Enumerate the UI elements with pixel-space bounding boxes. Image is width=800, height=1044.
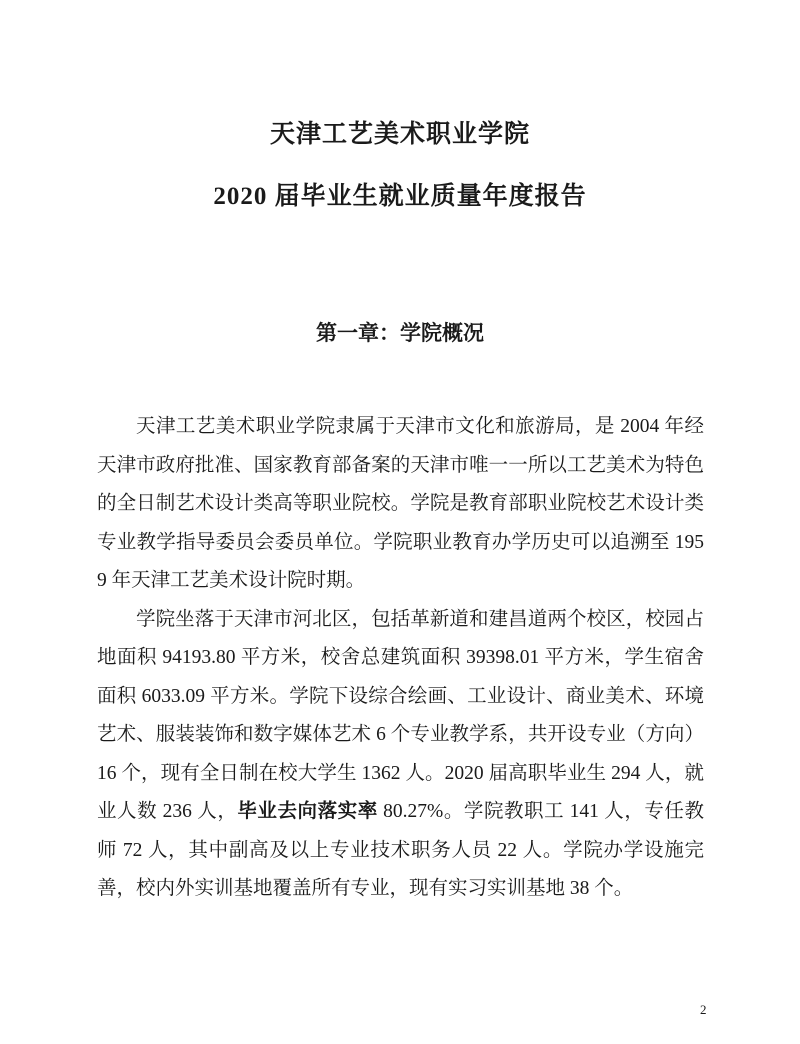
paragraph-2-segment-2: 80.27%。学院教职工 141 人，专任教师 72 人，其中副高及以上专业技术职务人员 22 人。学院办学设施完善，校内外实训基地覆盖所有专业，现有实习实训基地 38 个。	[97, 801, 704, 899]
document-title: 天津工艺美术职业学院	[269, 121, 530, 148]
body-text	[97, 408, 704, 909]
chapter-heading: 第一章：学院概况	[316, 321, 484, 345]
paragraph-1-text: 天津工艺美术职业学院隶属于天津市文化和旅游局，是 2004 年经天津市政府批准、国家教育部备案的天津市唯一一所以工艺美术为特色的全日制艺术设计类高等职业院校。学院是教育部职业院校艺术设计类专业教学指导委员会委员单位。学院职业教育办学历史可以追溯至 1959 年天津工艺美术设计院时期。	[97, 416, 704, 591]
page-number: 2	[700, 1002, 707, 1017]
document-subtitle: 2020 届毕业生就业质量年度报告	[213, 183, 587, 210]
paragraph-campus-statistics	[97, 601, 704, 909]
paragraph-2-segment-1: 学院坐落于天津市河北区，包括革新道和建昌道两个校区，校园占地面积 94193.80 平方米，校舍总建筑面积 39398.01 平方米，学生宿舍面积 6033.09 平方米。学院下设综合绘画、工业设计、商业美术、环境艺术、服装装饰和数字媒体艺术 6 个专业教学系，共开设专业（方向）16 个，现有全日制在校大学生 1362 人。2020 届高职毕业生 294 人，就业人数 236 人，	[97, 608, 704, 822]
paragraph-college-overview	[97, 408, 704, 601]
paragraph-2-bold-employment-rate-label: 毕业去向落实率	[237, 801, 378, 822]
